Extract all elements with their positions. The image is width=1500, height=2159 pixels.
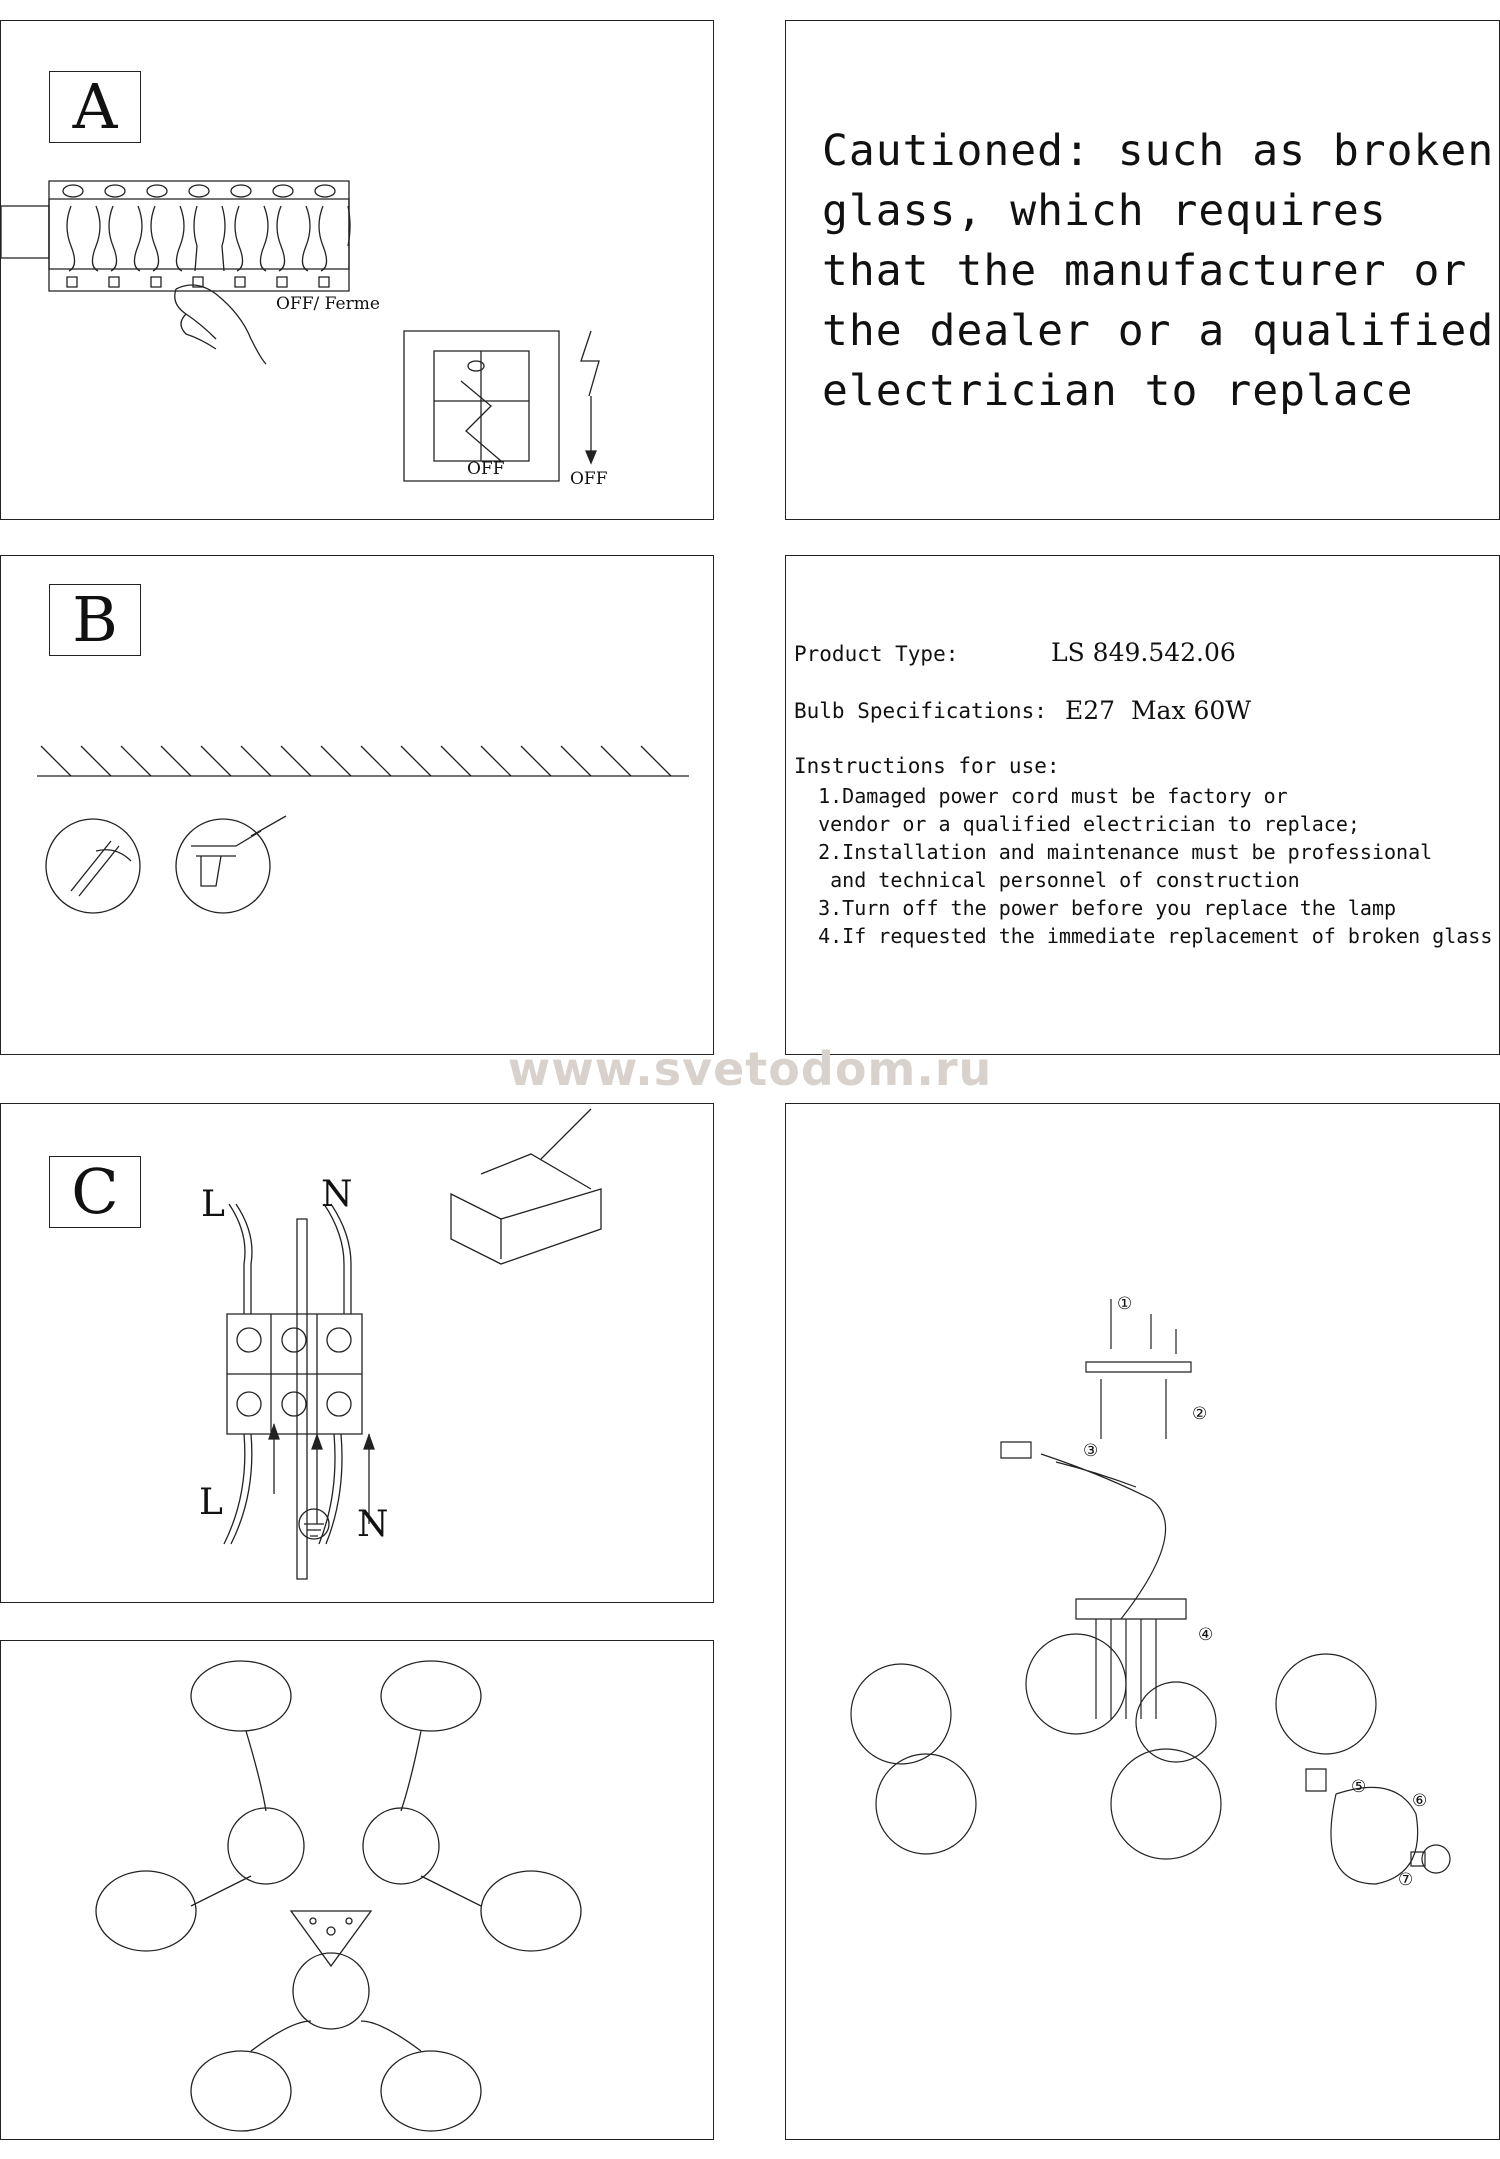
marking-pencil-circle [46, 819, 140, 913]
assembled-shades [851, 1634, 1376, 1859]
step-3-label: ③ [1083, 1441, 1099, 1461]
breaker-top-holes [63, 185, 335, 197]
panel-c-wiring [0, 1103, 714, 1603]
product-type-label: Product Type: [794, 642, 959, 666]
wire-harness [1041, 1454, 1166, 1619]
bulb-socket [1306, 1769, 1326, 1791]
bulb-spec-value: E27 Max 60W [1065, 696, 1252, 725]
hand-illustration [175, 285, 266, 364]
step-5-label: ⑤ [1351, 1777, 1367, 1797]
step-1-label: ① [1117, 1294, 1133, 1314]
wire-label-bottom-l: L [199, 1482, 223, 1523]
terminal-connector [1001, 1442, 1031, 1458]
breaker-switches [67, 206, 350, 271]
switch-off-label: OFF [467, 459, 505, 479]
product-type-value: LS 849.542.06 [1051, 638, 1236, 667]
instructions-heading: Instructions for use: [794, 754, 1060, 778]
instruction-line: 4.If requested the immediate replacement of broken glass [794, 924, 1493, 948]
breaker-mount-tab [1, 206, 49, 258]
caution-line: Cautioned: such as broken [822, 126, 1495, 176]
caution-line: the dealer or a qualified [822, 306, 1495, 356]
arrow-off-label: OFF [570, 469, 608, 489]
step-6-label: ⑥ [1412, 1791, 1428, 1811]
panel-a-letter: A [49, 71, 141, 143]
mounting-bracket [1086, 1362, 1191, 1372]
caution-line: that the manufacturer or [822, 246, 1468, 296]
panel-c-letter: C [49, 1156, 141, 1228]
instruction-line: and technical personnel of construction [794, 868, 1300, 892]
instruction-line: 1.Damaged power cord must be factory or [794, 784, 1288, 808]
top-view-globes [228, 1808, 439, 2029]
top-view-shades [96, 1661, 581, 2131]
panel-a-power-off [0, 20, 714, 520]
wire-label-bottom-n: N [357, 1504, 389, 1545]
spec-panel [785, 555, 1500, 1055]
top-view-canopy [291, 1911, 371, 1966]
caution-line: glass, which requires [822, 186, 1387, 236]
chandelier-top-view [1, 1641, 715, 2141]
wire-label-top-l: L [201, 1184, 225, 1225]
top-view-arms [191, 1731, 481, 2051]
bulb-spec-label: Bulb Specifications: [794, 699, 1047, 723]
panel-b-letter: B [49, 584, 141, 656]
panel-b-ceiling [0, 555, 714, 1055]
breaker-diagram [1, 21, 715, 521]
instruction-line: 3.Turn off the power before you replace the lamp [794, 896, 1397, 920]
instruction-line: vendor or a qualified electrician to replace; [794, 812, 1360, 836]
step-4-label: ④ [1198, 1625, 1214, 1645]
ceiling-hatching [41, 746, 671, 776]
assembly-diagram [786, 1104, 1500, 2141]
canopy [1076, 1599, 1186, 1619]
step-7-label: ⑦ [1398, 1870, 1414, 1890]
wire-label-top-n: N [321, 1174, 353, 1215]
center-rods [1096, 1619, 1156, 1719]
connector-block-illustration [451, 1109, 601, 1264]
lightning-icon [581, 331, 599, 396]
breaker-off-label: OFF/ Ferme [276, 294, 380, 314]
assembly-panel [785, 1103, 1500, 2140]
instruction-line: 2.Installation and maintenance must be professional [794, 840, 1433, 864]
ceiling-drill-diagram [1, 556, 715, 1056]
bulb-icon [1422, 1845, 1450, 1873]
chandelier-top-view-panel [0, 1640, 714, 2140]
step-2-label: ② [1192, 1404, 1208, 1424]
caution-line: electrician to replace [822, 366, 1414, 416]
caution-panel [785, 20, 1500, 520]
watermark: www.svetodom.ru [507, 1042, 993, 1096]
caution-text [822, 121, 1500, 421]
